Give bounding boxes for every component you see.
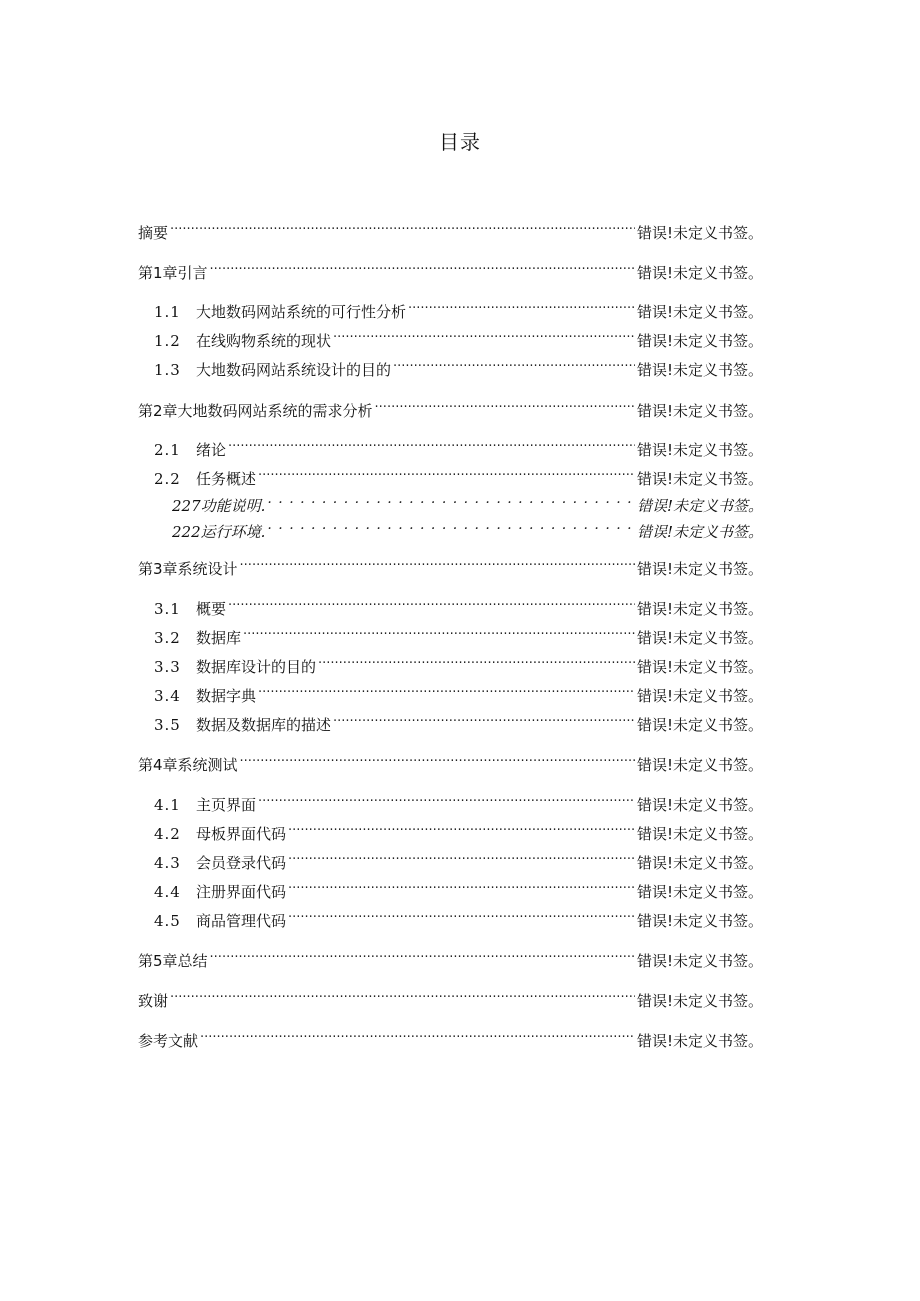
toc-entry-number: 4.4 (154, 883, 181, 901)
toc-entry-page-ref: 错误!未定义书签。 (636, 658, 763, 676)
toc-entry-page-ref: 错误!未定义书签。 (636, 825, 763, 843)
toc-entry[interactable] (138, 815, 763, 843)
toc-entry[interactable] (138, 844, 763, 872)
toc-entry[interactable] (138, 648, 763, 676)
toc-entry-number: 4.3 (154, 854, 181, 872)
dot-leader (210, 254, 635, 278)
toc-entry-label: 摘要 (138, 224, 169, 242)
dot-leader (318, 648, 635, 672)
toc-entry[interactable] (138, 392, 763, 420)
toc-entry[interactable] (138, 351, 763, 379)
dot-leader (408, 293, 635, 317)
dot-leader (288, 873, 635, 897)
toc-entry-number: 4.5 (154, 912, 181, 930)
toc-entry-label: 商品管理代码 (196, 912, 287, 930)
toc-entry[interactable] (138, 873, 763, 901)
toc-entry-number: 1.2 (154, 332, 181, 350)
toc-entry-number: 3.4 (154, 687, 181, 705)
toc-entry-label: 绪论 (196, 441, 227, 459)
toc-entry-page-ref: 错误!未定义书签。 (636, 264, 763, 282)
toc-entry-page-ref: 错误!未定义书签。 (636, 952, 763, 970)
toc-entry[interactable] (138, 550, 763, 578)
toc-entry[interactable] (138, 293, 763, 321)
toc-entry-label: 任务概述 (196, 470, 257, 488)
dot-leader (267, 487, 635, 511)
toc-entry-number: 2.1 (154, 441, 181, 459)
toc-entry[interactable] (138, 460, 763, 488)
dot-leader (288, 815, 635, 839)
toc-entry-page-ref: 错误!未定义书签。 (636, 796, 763, 814)
toc-entry-number: 4.1 (154, 796, 181, 814)
dot-leader (267, 513, 635, 537)
toc-entry-label: 第3章系统设计 (138, 560, 238, 578)
toc-entry-number: 2.2 (154, 470, 181, 488)
toc-entry-page-ref: 错误!未定义书签。 (636, 497, 763, 515)
toc-entry[interactable] (138, 619, 763, 647)
toc-entry[interactable] (138, 786, 763, 814)
toc-entry-page-ref: 错误!未定义书签。 (636, 441, 763, 459)
dot-leader (228, 431, 635, 455)
toc-entry-label: 数据字典 (196, 687, 257, 705)
toc-entry-page-ref: 错误!未定义书签。 (636, 1032, 763, 1050)
toc-entry-page-ref: 错误!未定义书签。 (636, 303, 763, 321)
toc-entry-label: 第2章大地数码网站系统的需求分析 (138, 402, 373, 420)
toc-entry-page-ref: 错误!未定义书签。 (636, 600, 763, 618)
toc-entry-label: 数据及数据库的描述 (196, 716, 332, 734)
toc-entry[interactable] (138, 1022, 763, 1050)
toc-entry[interactable] (138, 254, 763, 282)
dot-leader (258, 786, 635, 810)
toc-entry-number: 3.2 (154, 629, 181, 647)
toc-entry-label: 数据库 (196, 629, 242, 647)
toc-entry-page-ref: 错误!未定义书签。 (636, 687, 763, 705)
toc-entry-label: 主页界面 (196, 796, 257, 814)
toc-entry[interactable] (138, 677, 763, 705)
toc-entry-label: 会员登录代码 (196, 854, 287, 872)
toc-entry[interactable] (138, 487, 763, 515)
toc-entry-label: 222运行环境. (172, 523, 266, 541)
toc-title: 目录 (439, 130, 481, 154)
toc-entry-label: 参考文献 (138, 1032, 199, 1050)
dot-leader (288, 844, 635, 868)
toc-entry-number: 3.5 (154, 716, 181, 734)
toc-entry-page-ref: 错误!未定义书签。 (636, 992, 763, 1010)
toc-entry-label: 在线购物系统的现状 (196, 332, 332, 350)
dot-leader (243, 619, 635, 643)
toc-entry[interactable] (138, 706, 763, 734)
dot-leader (375, 392, 635, 416)
toc-entry-page-ref: 错误!未定义书签。 (636, 523, 763, 541)
toc-entry-number: 4.2 (154, 825, 181, 843)
toc-entry-label: 第1章引言 (138, 264, 208, 282)
toc-entry[interactable] (138, 942, 763, 970)
toc-entry-label: 致谢 (138, 992, 169, 1010)
toc-entry-page-ref: 错误!未定义书签。 (636, 361, 763, 379)
dot-leader (288, 902, 635, 926)
toc-entry-label: 大地数码网站系统设计的目的 (196, 361, 392, 379)
toc-entry-page-ref: 错误!未定义书签。 (636, 470, 763, 488)
toc-entry-page-ref: 错误!未定义书签。 (636, 332, 763, 350)
toc-entry-label: 大地数码网站系统的可行性分析 (196, 303, 407, 321)
toc-entry-label: 第4章系统测试 (138, 756, 238, 774)
toc-entry-page-ref: 错误!未定义书签。 (636, 883, 763, 901)
toc-entry[interactable] (138, 982, 763, 1010)
toc-entry-page-ref: 错误!未定义书签。 (636, 756, 763, 774)
toc-entry-label: 母板界面代码 (196, 825, 287, 843)
toc-entry-number: 1.1 (154, 303, 181, 321)
toc-entry-label: 第5章总结 (138, 952, 208, 970)
toc-entry[interactable] (138, 513, 763, 541)
dot-leader (333, 706, 635, 730)
toc-entry-label: 数据库设计的目的 (196, 658, 317, 676)
dot-leader (393, 351, 635, 375)
dot-leader (200, 1022, 635, 1046)
toc-entry-page-ref: 错误!未定义书签。 (636, 912, 763, 930)
toc-entry[interactable] (138, 214, 763, 242)
toc-entry-label: 注册界面代码 (196, 883, 287, 901)
toc-entry-page-ref: 错误!未定义书签。 (636, 402, 763, 420)
toc-entry-page-ref: 错误!未定义书签。 (636, 224, 763, 242)
dot-leader (333, 322, 635, 346)
toc-entry-label: 227功能说明. (172, 497, 266, 515)
toc-entry-page-ref: 错误!未定义书签。 (636, 854, 763, 872)
toc-entry-page-ref: 错误!未定义书签。 (636, 629, 763, 647)
dot-leader (258, 460, 635, 484)
dot-leader (210, 942, 635, 966)
dot-leader (240, 746, 635, 770)
toc-entry[interactable] (138, 746, 763, 774)
toc-entry-number: 1.3 (154, 361, 181, 379)
toc-entry[interactable] (138, 902, 763, 930)
dot-leader (258, 677, 635, 701)
toc-entry-number: 3.3 (154, 658, 181, 676)
toc-entry-page-ref: 错误!未定义书签。 (636, 560, 763, 578)
toc-entry[interactable] (138, 590, 763, 618)
dot-leader (228, 590, 635, 614)
toc-entry-label: 概要 (196, 600, 227, 618)
toc-entry[interactable] (138, 431, 763, 459)
toc-entry-number: 3.1 (154, 600, 181, 618)
dot-leader (170, 214, 635, 238)
toc-entry-page-ref: 错误!未定义书签。 (636, 716, 763, 734)
toc-entry[interactable] (138, 322, 763, 350)
dot-leader (170, 982, 635, 1006)
dot-leader (240, 550, 635, 574)
